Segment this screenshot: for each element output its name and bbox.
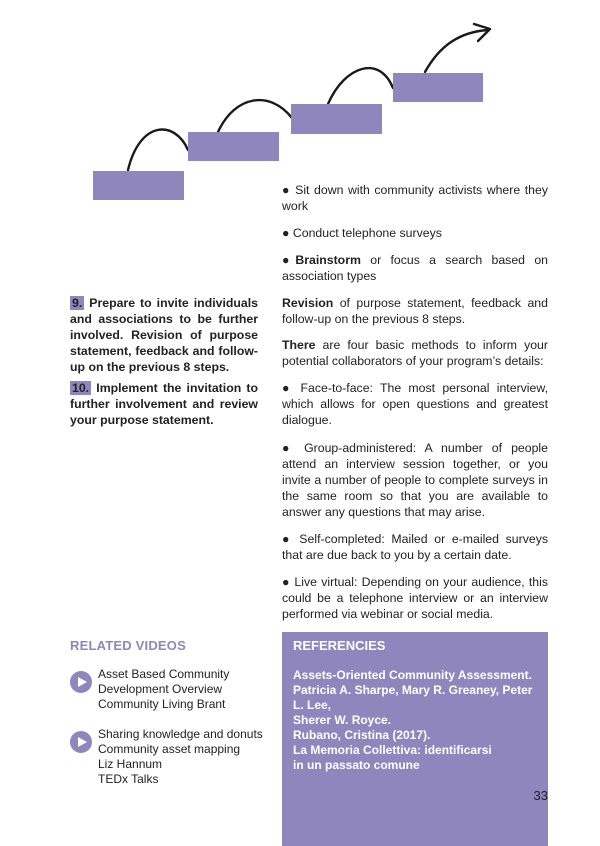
method-face-to-face: ● Face-to-face: The most personal interview, which allows for open questions and greatest dialogue. xyxy=(282,381,548,427)
play-icon[interactable] xyxy=(70,671,92,693)
bullet-telephone: ● Conduct telephone surveys xyxy=(282,226,442,240)
method-live-virtual: ● Live virtual: Depending on your audience, this could be a telephone interview or an interview performed via webinar or social media. xyxy=(282,575,548,621)
video-link-asset-based[interactable]: Asset Based Community Development Overview Community Living Brant xyxy=(70,667,270,712)
stair-step-1 xyxy=(93,171,184,200)
method-self-completed: ● Self-completed: Mailed or e-mailed surveys that are due back to you by a certain date. xyxy=(282,532,548,562)
video-link-sharing-knowledge[interactable]: Sharing knowledge and donuts Community asset mapping Liz Hannum TEDx Talks xyxy=(70,727,270,787)
step-9-number: 9. xyxy=(72,296,83,310)
references-heading: REFERENCIES xyxy=(293,638,386,653)
bullet-brainstorm: ●Brainstorm or focus a search based on association types xyxy=(282,253,548,283)
step-10-number: 10. xyxy=(72,381,90,395)
revision-paragraph: Revision of purpose statement, feedback and follow-up on the previous 8 steps. xyxy=(282,296,548,326)
bullet-sit-down: ● Sit down with community activists where they work xyxy=(282,183,548,213)
reference-1: Assets-Oriented Community Assessment. Patricia A. Sharpe, Mary R. Greaney, Peter L. Lee, Sherer W. Royce. xyxy=(293,668,533,727)
related-videos-heading: RELATED VIDEOS xyxy=(70,638,186,653)
reference-2: Rubano, Cristina (2017). La Memoria Collettiva: identificarsi in un passato comune xyxy=(293,728,492,772)
step-10: 10. Implement the invitation to further involvement and review your purpose statement. xyxy=(70,381,258,427)
references-panel xyxy=(282,632,548,846)
play-icon[interactable] xyxy=(70,731,92,753)
method-group-administered: ● Group-administered: A number of people attend an interview session together, or you invite a number of people to complete surveys in the same room so that you are available to answer any questions that may arise. xyxy=(282,441,548,519)
stair-step-2 xyxy=(188,132,279,161)
stair-step-4 xyxy=(393,73,483,102)
stair-step-3 xyxy=(291,104,382,134)
methods-intro: There are four basic methods to inform your potential collaborators of your program’s details: xyxy=(282,338,548,368)
page-number: 33 xyxy=(533,788,548,803)
step-9: 9. Prepare to invite individuals and associations to be further involved. Revision of purpose statement, feedback and follow-up on the previous 8 steps. xyxy=(70,296,258,374)
